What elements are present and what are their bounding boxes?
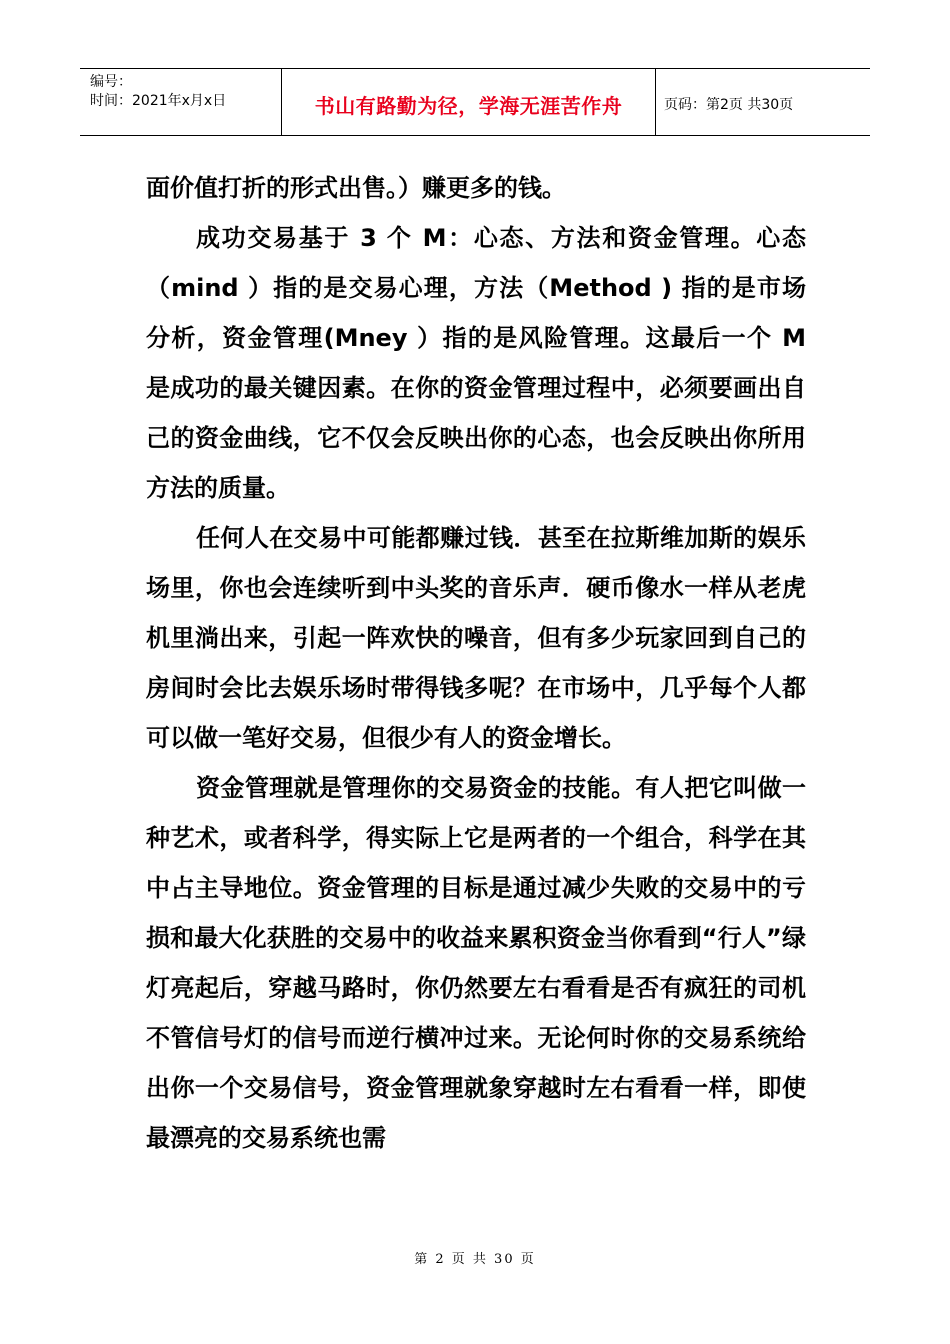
paragraph-las-vegas: 任何人在交易中可能都赚过钱．甚至在拉斯维加斯的娱乐场里，你也会连续听到中头奖的音乐声．硬币像水一样从老虎机里淌出来，引起一阵欢快的噪音，但有多少玩家回到自己的房间时会比去娱乐场时带得钱多呢？在市场中，几乎每个人都可以做一笔好交易，但很少有人的资金增长。	[146, 524, 806, 752]
page-header	[80, 68, 870, 136]
paragraph-money-management: 资金管理就是管理你的交易资金的技能。有人把它叫做一种艺术，或者科学，得实际上它是两者的一个组合，科学在其中占主导地位。资金管理的目标是通过减少失败的交易中的亏损和最大化获胜的交易中的收益来累积资金当你看到“行人”绿灯亮起后，穿越马路时，你仍然要左右看看是否有疯狂的司机不管信号灯的信号而逆行横冲过来。无论何时你的交易系统给出你一个交易信号，资金管理就象穿越时左右看看一样，即使最漂亮的交易系统也需	[146, 774, 806, 1152]
paragraph-three-m: 成功交易基于 3 个 M：心态、方法和资金管理。心态（mind ）指的是交易心理，方法（Method ) 指的是市场分析，资金管理(Mney ）指的是风险管理。这最后一个 M 是成功的最关键因素。在你的资金管理过程中，必须要画出自己的资金曲线，它不仅会反映出你的心态，也会反映出你所用方法的质量。	[146, 224, 806, 502]
header-page-info: 页码：第2页 共30页	[664, 97, 794, 113]
header-meta-cell	[80, 69, 282, 135]
header-motto-cell	[282, 69, 656, 135]
time-label: 时间：2021年x月x日	[90, 93, 227, 109]
page-footer: 第 2 页 共 30 页	[414, 1252, 536, 1267]
header-motto: 书山有路勤为径，学海无涯苦作舟	[314, 93, 623, 118]
header-page-cell	[656, 69, 870, 135]
number-label: 编号：	[90, 74, 132, 90]
paragraph-continuation: 面价值打折的形式出售。）赚更多的钱。	[146, 174, 566, 202]
document-body	[146, 163, 806, 1163]
